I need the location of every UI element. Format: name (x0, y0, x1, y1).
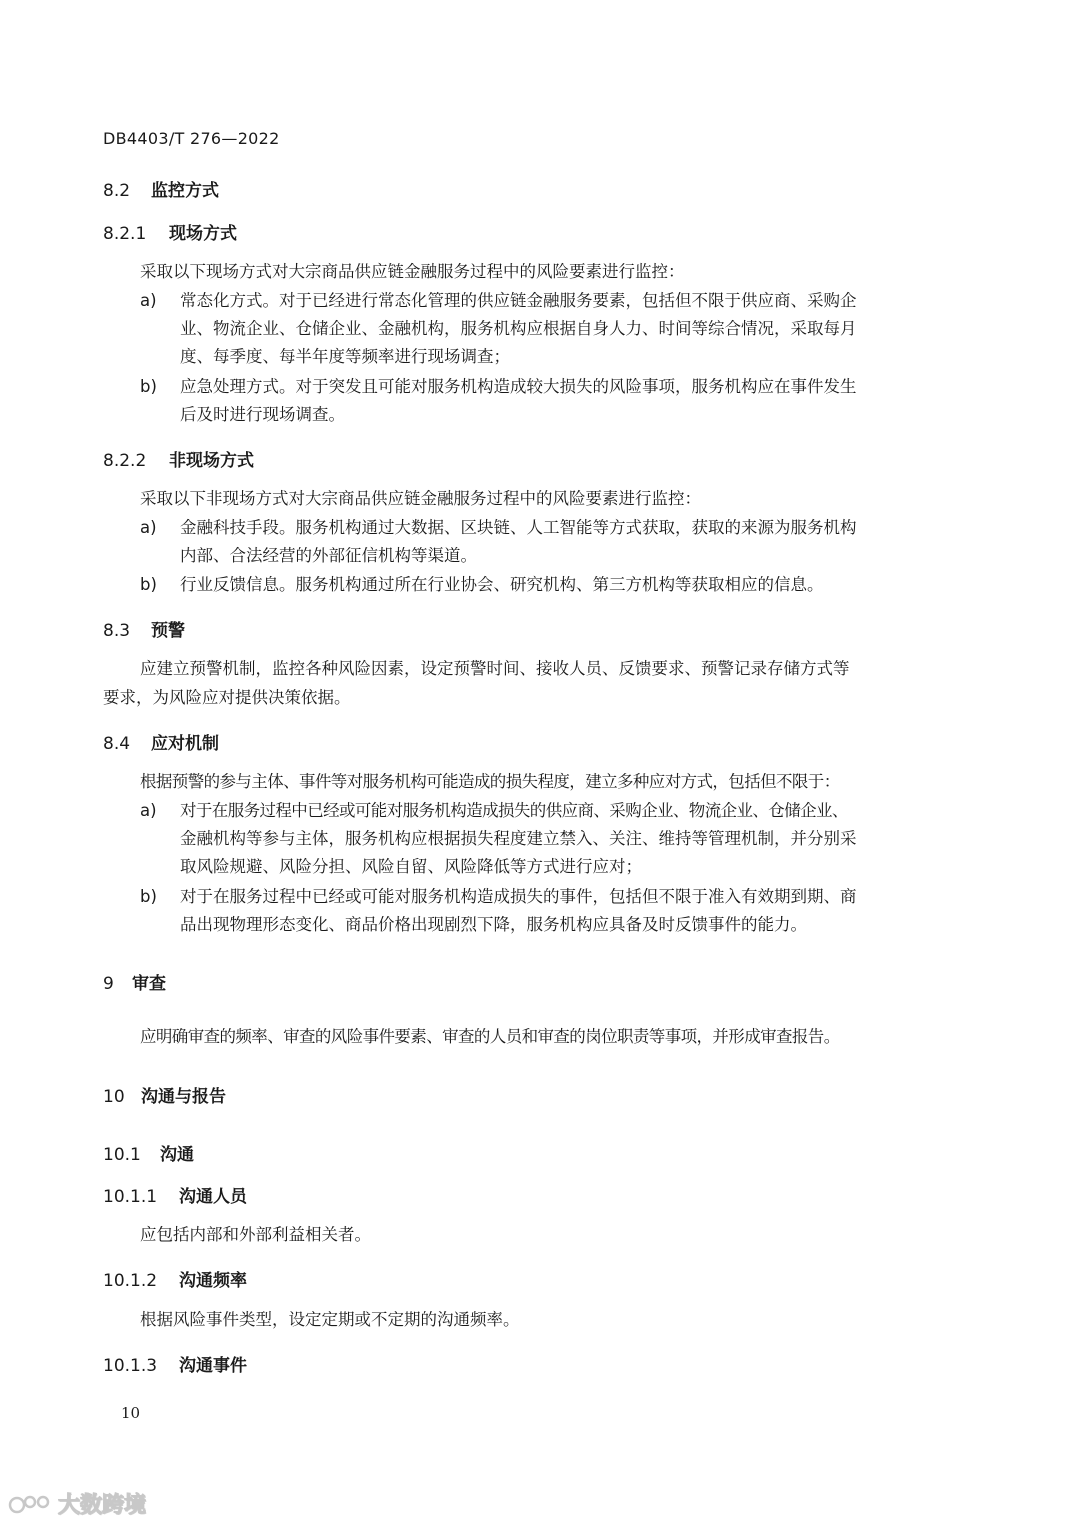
list-label: b) (140, 575, 157, 594)
heading-number: 9 (103, 974, 114, 994)
heading-number: 10.1.1 (103, 1187, 158, 1207)
list-item-8-2-1-a (140, 287, 960, 371)
list-label: a) (140, 518, 157, 537)
list-label: a) (140, 291, 157, 310)
paragraph-9: 应明确审查的频率、审查的风险事件要素、审查的人员和审查的岗位职责等事项，并形成审查报告。 (140, 1027, 840, 1046)
list-text-line: 金融机构等参与主体，服务机构应根据损失程度建立禁入、关注、维持等管理机制，并分别采 (180, 829, 857, 848)
list-text-line: 金融科技手段。服务机构通过大数据、区块链、人工智能等方式获取，获取的来源为服务机构 (180, 518, 857, 537)
list-text-line: 度、每季度、每半年度等频率进行现场调查； (180, 347, 510, 366)
list-text-line: 对于在服务过程中已经或可能对服务机构造成损失的供应商、采购企业、物流企业、仓储企业、 (180, 801, 848, 820)
heading-8-2-2 (103, 446, 254, 471)
heading-number: 10.1.2 (103, 1271, 158, 1291)
list-item-8-4-b (140, 883, 960, 939)
heading-number: 8.3 (103, 621, 131, 641)
heading-10-1 (103, 1140, 194, 1165)
heading-number: 8.2.1 (103, 224, 147, 244)
page-number: 10 (121, 1404, 141, 1422)
heading-title: 审查 (132, 974, 166, 994)
paragraph-8-4-intro: 根据预警的参与主体、事件等对服务机构可能造成的损失程度，建立多种应对方式，包括但不限于： (140, 772, 840, 791)
heading-8-4 (103, 729, 219, 754)
heading-title: 沟通频率 (179, 1271, 247, 1291)
list-text-line: 品出现物理形态变化、商品价格出现剧烈下降，服务机构应具备及时反馈事件的能力。 (180, 915, 807, 934)
watermark-logo-icon (8, 1491, 54, 1517)
heading-number: 8.4 (103, 734, 131, 754)
watermark (8, 1488, 146, 1519)
heading-8-2-1 (103, 219, 237, 244)
list-text-line: 后及时进行现场调查。 (180, 405, 345, 424)
list-item-8-2-2-a (140, 514, 960, 570)
paragraph-8-3-line-2: 要求，为风险应对提供决策依据。 (103, 688, 351, 707)
list-text-line: 对于在服务过程中已经或可能对服务机构造成损失的事件，包括但不限于准入有效期到期、商 (180, 887, 857, 906)
list-label: b) (140, 887, 157, 906)
heading-10 (103, 1082, 226, 1107)
heading-title: 沟通事件 (179, 1356, 247, 1376)
heading-9 (103, 969, 166, 994)
heading-title: 沟通与报告 (141, 1087, 226, 1107)
heading-title: 现场方式 (169, 224, 237, 244)
heading-10-1-3 (103, 1351, 247, 1376)
heading-number: 10.1 (103, 1145, 141, 1165)
heading-10-1-1 (103, 1182, 247, 1207)
list-text-line: 常态化方式。对于已经进行常态化管理的供应链金融服务要素，包括但不限于供应商、采购企 (180, 291, 857, 310)
heading-8-2 (103, 176, 219, 201)
heading-10-1-2 (103, 1266, 247, 1291)
heading-8-3 (103, 616, 185, 641)
paragraph-10-1-2: 根据风险事件类型，设定定期或不定期的沟通频率。 (140, 1310, 520, 1329)
heading-title: 非现场方式 (169, 451, 254, 471)
list-text-line: 内部、合法经营的外部征信机构等渠道。 (180, 546, 477, 565)
list-text-line: 业、物流企业、仓储企业、金融机构，服务机构应根据自身人力、时间等综合情况，采取每月 (180, 319, 857, 338)
heading-number: 8.2 (103, 181, 131, 201)
paragraph-8-2-1-intro: 采取以下现场方式对大宗商品供应链金融服务过程中的风险要素进行监控： (140, 262, 685, 281)
heading-number: 8.2.2 (103, 451, 147, 471)
list-text-line: 行业反馈信息。服务机构通过所在行业协会、研究机构、第三方机构等获取相应的信息。 (180, 575, 824, 594)
heading-title: 应对机制 (151, 734, 219, 754)
list-label: b) (140, 377, 157, 396)
list-label: a) (140, 801, 157, 820)
document-code: DB4403/T 276—2022 (103, 129, 280, 148)
heading-number: 10 (103, 1087, 125, 1107)
heading-number: 10.1.3 (103, 1356, 158, 1376)
paragraph-8-2-2-intro: 采取以下非现场方式对大宗商品供应链金融服务过程中的风险要素进行监控： (140, 489, 701, 508)
paragraph-10-1-1: 应包括内部和外部利益相关者。 (140, 1225, 371, 1244)
list-text-line: 应急处理方式。对于突发且可能对服务机构造成较大损失的风险事项，服务机构应在事件发生 (180, 377, 857, 396)
list-item-8-4-a (140, 797, 960, 881)
heading-title: 沟通 (160, 1145, 194, 1165)
heading-title: 监控方式 (151, 181, 219, 201)
watermark-text: 大数跨境 (58, 1493, 147, 1518)
heading-title: 预警 (151, 621, 185, 641)
list-item-8-2-1-b (140, 373, 960, 429)
heading-title: 沟通人员 (179, 1187, 247, 1207)
list-item-8-2-2-b (140, 571, 960, 599)
list-text-line: 取风险规避、风险分担、风险自留、风险降低等方式进行应对； (180, 857, 642, 876)
paragraph-8-3-line-1: 应建立预警机制，监控各种风险因素，设定预警时间、接收人员、反馈要求、预警记录存储方式等 (140, 659, 850, 678)
